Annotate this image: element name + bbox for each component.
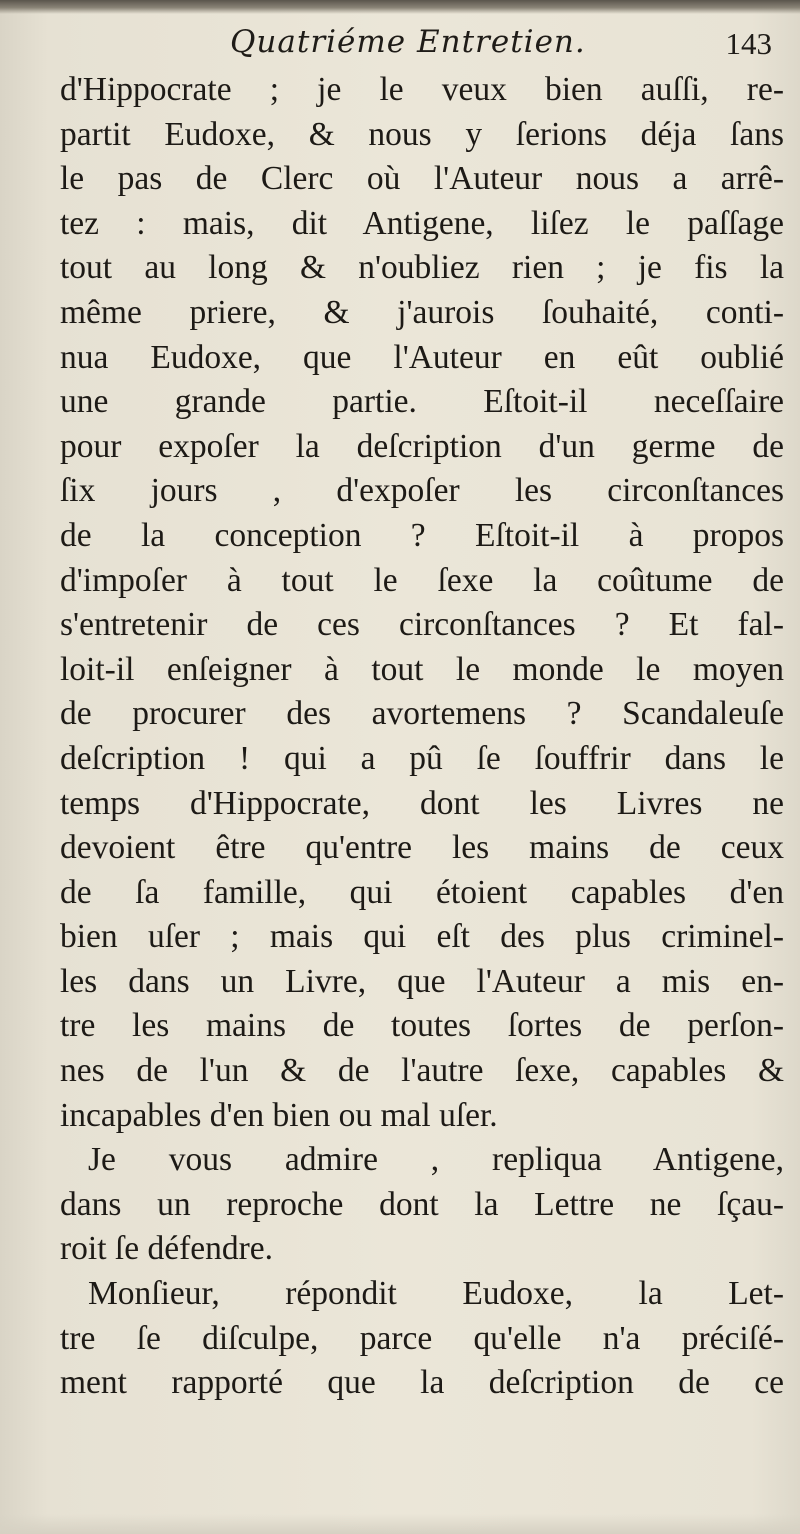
text-line: de la conception ? Eſtoit-il à propos bbox=[60, 516, 784, 554]
text-line: les dans un Livre, que l'Auteur a mis en- bbox=[60, 962, 784, 1000]
text-line: de procurer des avortemens ? Scandaleuſe bbox=[60, 695, 784, 733]
text-line: tout au long & n'oubliez rien ; je fis la bbox=[60, 249, 784, 287]
text-line: ment rapporté que la deſcription de ce bbox=[60, 1364, 784, 1402]
text-line: s'entretenir de ces circonſtances ? Et fal- bbox=[60, 606, 784, 644]
text-line: nua Eudoxe, que l'Auteur en eût oublié bbox=[60, 338, 784, 376]
text-line: de ſa famille, qui étoient capables d'en bbox=[60, 873, 784, 911]
text-line: d'Hippocrate ; je le veux bien auſſi, re- bbox=[60, 71, 784, 108]
text-line: tre ſe diſculpe, parce qu'elle n'a préciſé- bbox=[60, 1319, 784, 1357]
page-number: 143 bbox=[725, 26, 772, 61]
text-line: d'impoſer à tout le ſexe la coûtume de bbox=[60, 561, 784, 599]
text-line: nes de l'un & de l'autre ſexe, capables & bbox=[60, 1052, 784, 1090]
text-line: même priere, & j'aurois ſouhaité, conti- bbox=[60, 293, 784, 331]
text-line: une grande partie. Eſtoit-il neceſſaire bbox=[60, 383, 784, 421]
text-line: bien uſer ; mais qui eſt des plus criminel- bbox=[60, 918, 784, 956]
text-line: temps d'Hippocrate, dont les Livres ne bbox=[60, 784, 784, 822]
text-line: roit ſe défendre. bbox=[60, 1230, 273, 1268]
body-text bbox=[60, 68, 784, 1406]
text-line: dans un reproche dont la Lettre ne ſçau- bbox=[60, 1185, 784, 1223]
text-line: tez : mais, dit Antigene, liſez le paſſage bbox=[60, 204, 784, 242]
text-line: pour expoſer la deſcription d'un germe de bbox=[60, 427, 784, 465]
page-bottom-edge bbox=[0, 1514, 800, 1534]
text-line: loit-il enſeigner à tout le monde le moyen bbox=[60, 650, 784, 688]
text-line: Je vous admire , repliqua Antigene, bbox=[88, 1141, 784, 1179]
page-header bbox=[60, 24, 782, 70]
text-line: devoient être qu'entre les mains de ceux bbox=[60, 829, 784, 867]
text-line: tre les mains de toutes ſortes de perſon- bbox=[60, 1007, 784, 1045]
text-line: incapables d'en bien ou mal uſer. bbox=[60, 1096, 498, 1134]
text-line: partit Eudoxe, & nous y ſerions déja ſans bbox=[60, 115, 784, 153]
text-line: le pas de Clerc où l'Auteur nous a arrê- bbox=[60, 160, 784, 198]
text-line: ſix jours , d'expoſer les circonſtances bbox=[60, 472, 784, 510]
text-line: Monſieur, répondit Eudoxe, la Let- bbox=[88, 1275, 784, 1313]
running-head: Quatriéme Entretien. bbox=[230, 24, 586, 60]
text-line: deſcription ! qui a pû ſe ſouffrir dans le bbox=[60, 739, 784, 777]
